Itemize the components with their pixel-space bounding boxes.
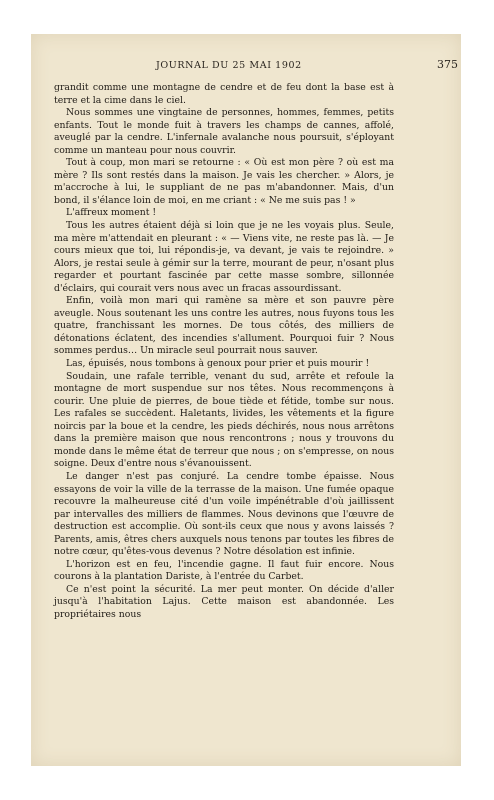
body-text bbox=[54, 82, 394, 622]
paragraph: L'affreux moment ! bbox=[66, 207, 157, 219]
paragraph: Le danger n'est pas conjuré. La cendre tombe épaisse. Nous essayons de voir la ville de la terrasse de la maison. Une fumée opaque recouvre la malheureuse cité d'un voile impénétrable d'où jaillissent par intervalles des milliers de flammes. Nous devinons que l'œuvre de destruction est accomplie. Où sont-ils ceux que nous y avons laissés ? Parents, amis, êtres chers auxquels nous tenons par toutes les fibres de notre cœur, qu'êtes-vous devenus ? Notre désolation est infinie. bbox=[54, 470, 394, 558]
paragraph: grandit comme une montagne de cendre et de feu dont la base est à terre et la cime dans le ciel. bbox=[54, 82, 394, 106]
paragraph: Enfin, voilà mon mari qui ramène sa mère et son pauvre père aveugle. Nous soutenant les uns contre les autres, nous fuyons tous les quatre, franchissant les mornes. De tous côtés, des milliers de détonations éclatent, des incendies s'allument. Pourquoi fuir ? Nous sommes perdus… Un miracle seul pourrait nous sauver. bbox=[54, 295, 394, 357]
paragraph: Soudain, une rafale terrible, venant du sud, arrête et refoule la montagne de mort suspendue sur nos têtes. Nous recommençons à courir. Une pluie de pierres, de boue tiède et fétide, tombe sur nous. Les rafales se succèdent. Haletants, livides, les vêtements et la figure noircis par la boue et la cendre, les pieds déchirés, nous nous arrêtons dans la première maison que nous rencontrons ; nous y trouvons du monde dans le même état de terreur que nous ; on s'empresse, on nous soigne. Deux d'entre nous s'évanouissent. bbox=[54, 370, 394, 470]
paragraph: Nous sommes une vingtaine de personnes, hommes, femmes, petits enfants. Tout le monde fuit à travers les champs de cannes, affolé, aveuglé par la cendre. L'infernale avalanche nous poursuit, s'éployant comme un manteau pour nous couvrir. bbox=[54, 107, 394, 156]
running-title: JOURNAL DU 25 MAI 1902 bbox=[156, 60, 302, 71]
paragraph: L'horizon est en feu, l'incendie gagne. Il faut fuir encore. Nous courons à la plantation Dariste, à l'entrée du Carbet. bbox=[54, 558, 394, 583]
paragraph: Ce n'est point la sécurité. La mer peut monter. On décide d'aller jusqu'à l'habitation Lajus. Cette maison est abandonnée. Les propriétaires nous bbox=[54, 583, 394, 620]
paragraph: Tous les autres étaient déjà si loin que je ne les voyais plus. Seule, ma mère m'attendait en pleurant : « — Viens vite, ne reste pas là. — Je cours mieux que toi, lui répondis-je, va devant, je vais te rejoindre. » Alors, je restai seule à gémir sur la terre, mourant de peur, n'osant plus regarder et pourtant fascinée par cette masse sombre, sillonnée d'éclairs, qui courait vers nous avec un fracas assourdissant. bbox=[54, 220, 394, 294]
page-number: 375 bbox=[437, 58, 458, 71]
paragraph: Tout à coup, mon mari se retourne : « Où est mon père ? où est ma mère ? Ils sont restés dans la maison. Je vais les chercher. » Alors, je m'accroche à lui, le suppliant de ne pas m'abandonner. Mais, d'un bond, il s'élance loin de moi, en me criant : « Ne me suis pas ! » bbox=[54, 157, 394, 206]
page-header bbox=[54, 60, 458, 74]
paragraph: Las, épuisés, nous tombons à genoux pour prier et puis mourir ! bbox=[66, 358, 370, 370]
